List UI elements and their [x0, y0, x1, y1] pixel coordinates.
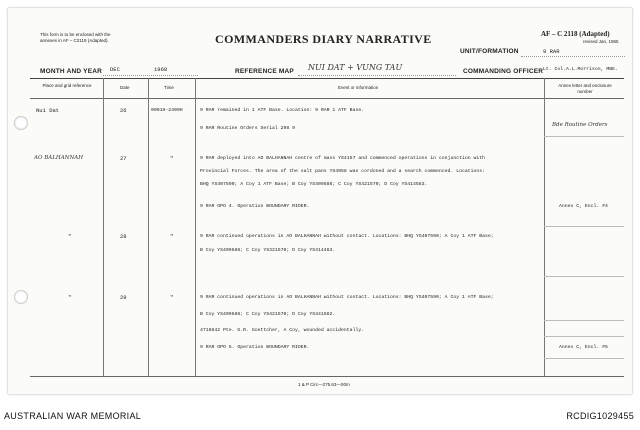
unit-formation-value: 9 RAR — [543, 48, 560, 55]
form-code: AF – C 2118 (Adapted) — [541, 30, 610, 38]
month-year-line — [103, 75, 198, 76]
entry-event-line: B Coy YS409588; C Coy YS321570; D Coy YS414483. — [200, 248, 336, 253]
entry-place: " — [68, 294, 72, 301]
entry-place: " — [68, 233, 72, 240]
entry-event-line: 9 RAR continued operations in AO BALHANNAH without contact. Locations: BHQ YS407590; A Coy 1 ATF Base; — [200, 234, 494, 239]
header-bottom-border — [30, 98, 624, 99]
col-divider-date — [103, 78, 104, 376]
diary-sheet — [8, 8, 632, 394]
entry-annex: Annex C, Encl. #4 — [559, 204, 608, 209]
entry-event-line: 4718642 Pte. G.R. Goettcher, A Coy, wounded accidentally. — [200, 328, 365, 333]
entry-date: 28 — [120, 233, 127, 240]
col-divider-event — [195, 78, 196, 376]
entry-time: " — [170, 294, 174, 301]
month-value: DEC — [110, 66, 120, 73]
entry-separator — [544, 320, 624, 321]
entry-date: 26 — [120, 107, 127, 114]
table-bottom-border — [30, 376, 624, 377]
entry-annex: Bde Routine Orders — [552, 122, 608, 128]
entry-annex: Annex C, Encl. #5 — [559, 345, 608, 350]
reference-map-value: NUI DAT + VUNG TAU — [308, 63, 403, 72]
form-notice-line1: This form is to be enclosed with the — [40, 32, 111, 37]
col-header-time: Time — [164, 85, 174, 90]
entry-event-line: 9 RAR continued operations in AO BALHANNAH without contact. Locations: BHQ YS407590; A Coy 1 ATF Base; — [200, 295, 494, 300]
entry-event-line: Provincial Forces. The area of the salt pans YS4958 was cordoned and a search commenced. Locations: — [200, 169, 485, 174]
form-title: COMMANDERS DIARY NARRATIVE — [215, 32, 432, 46]
col-header-annex: Annex letter and enclosure number — [558, 83, 612, 94]
entry-time: " — [170, 233, 174, 240]
commanding-officer-label: COMMANDING OFFICER — [463, 68, 544, 75]
entry-separator — [544, 136, 624, 137]
entry-place: AO BALHANNAH — [34, 155, 84, 161]
unit-formation-line — [521, 56, 625, 57]
punch-hole-bottom — [14, 290, 28, 304]
credit-right: RCDIG1029455 — [566, 411, 634, 421]
col-divider-annex — [544, 78, 545, 376]
entry-time: 0001H-2400H — [151, 108, 183, 113]
year-value: 1968 — [154, 66, 168, 73]
form-notice-line2: annexes in AF – C2119 (Adapted). — [40, 38, 109, 43]
entry-date: 27 — [120, 155, 127, 162]
printer-imprint: 1 & P Circ—275.63—00m — [298, 382, 350, 387]
entry-separator — [544, 336, 624, 337]
entry-time: " — [170, 155, 174, 162]
entry-event-line: BHQ YS407590; A Coy 1 ATF Base; B Coy YS409588; C Coy YS421570; D Coy YS414583. — [200, 182, 428, 187]
form-revised: revised Jan, 1965 — [583, 39, 619, 44]
col-header-date: Date — [120, 85, 130, 90]
entry-separator — [544, 276, 624, 277]
credit-left: AUSTRALIAN WAR MEMORIAL — [4, 411, 142, 421]
entry-event-line: 9 RAR remained in 1 ATF Base. Location: 9 RAR 1 ATF Base. — [200, 108, 365, 113]
entry-event-line: 9 RAR deployed into AO BALHANNAH centre of mass YS4157 and commenced operations in conjunction with — [200, 156, 485, 161]
unit-formation-label: UNIT/FORMATION — [460, 48, 519, 55]
entry-separator — [544, 226, 624, 227]
reference-map-label: REFERENCE MAP — [235, 68, 294, 75]
reference-map-line — [298, 75, 456, 76]
col-header-place: Place and grid reference — [42, 83, 92, 88]
entry-event-line: 9 RAR OPO 5. Operation BOUNDARY RIDER. — [200, 345, 310, 350]
punch-hole-top — [14, 116, 28, 130]
entry-separator — [544, 358, 624, 359]
entry-event-line: 9 RAR Routine Orders Serial 298 9 — [200, 126, 295, 131]
month-year-label: MONTH AND YEAR — [40, 68, 103, 75]
commanding-officer-value: Lt. Col.A.L.Morrison, MBE. — [543, 67, 618, 72]
col-header-event: Event or information — [338, 85, 379, 90]
col-divider-time — [148, 78, 149, 376]
entry-event-line: B Coy YS409588; C Coy YS421570; D Coy YS441582. — [200, 312, 336, 317]
entry-event-line: 9 RAR OPO 4. Operation BOUNDARY RIDER. — [200, 204, 310, 209]
table-top-border — [30, 78, 624, 79]
entry-place: Nui Dat — [36, 107, 60, 114]
entry-date: 29 — [120, 294, 127, 301]
